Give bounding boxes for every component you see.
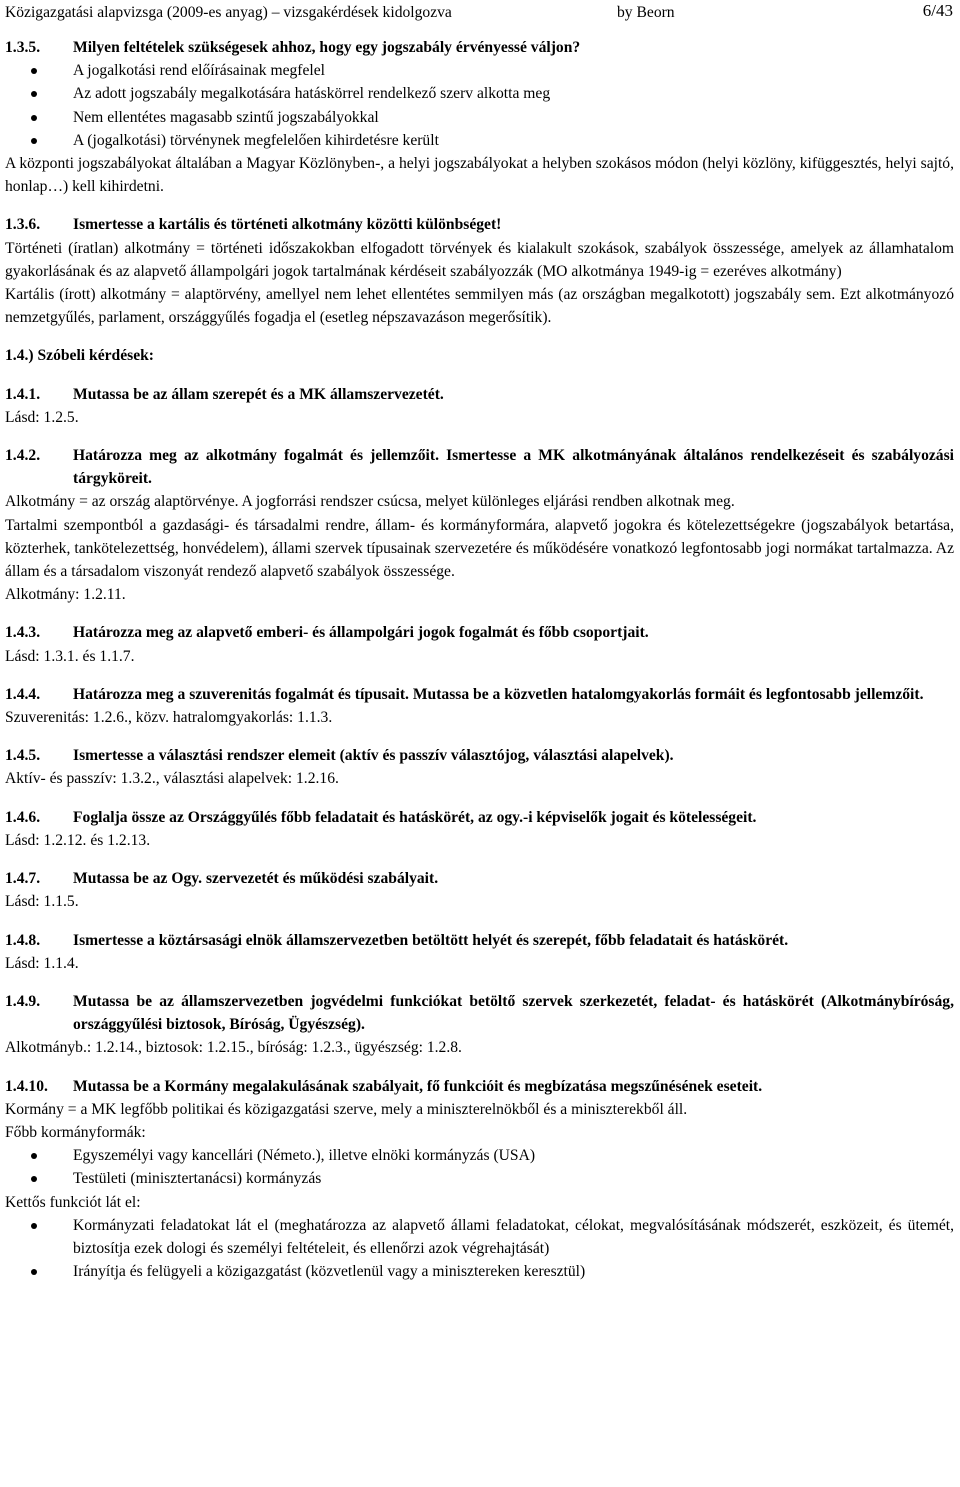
header-author: by Beorn (617, 4, 675, 21)
list-item: Az adott jogszabály megalkotására hatáskörrel rendelkező szerv alkotta meg (5, 82, 954, 105)
paragraph: Kormány = a MK legfőbb politikai és közigazgatási szerve, mely a miniszterelnökből és a miniszterekből áll. (5, 1100, 688, 1118)
page-header (5, 0, 953, 24)
question-text: Ismertesse a kartális és történeti alkotmány közötti különbséget! (73, 216, 502, 234)
question-number: 1.3.5. (5, 39, 41, 56)
question-number: 1.4.5. (5, 747, 41, 765)
question-text: Milyen feltételek szükségesek ahhoz, hogy egy jogszabály érvényessé váljon? (73, 39, 581, 56)
list-item: Egyszemélyi vagy kancellári (Németo.), illetve elnöki kormányzás (USA) (5, 1144, 954, 1167)
question-number: 1.4.1. (5, 385, 41, 403)
dual-function-list (5, 1214, 954, 1284)
question-1-4-9 (5, 990, 954, 1036)
question-number: 1.4.3. (5, 624, 41, 642)
question-text: Mutassa be az Ogy. szervezetét és működési szabályait. (73, 870, 439, 888)
list-item: Irányítja és felügyeli a közigazgatást (közvetlenül vagy a minisztereken keresztül) (5, 1260, 954, 1283)
question-number: 1.4.6. (5, 808, 41, 826)
answer: Szuverenitás: 1.2.6., közv. hatralomgyakorlás: 1.1.3. (5, 709, 333, 727)
list-item: A (jogalkotási) törvénynek megfelelően kihirdetésre került (5, 129, 954, 152)
list-label: Kettős funkciót lát el: (5, 1193, 141, 1211)
question-text: Ismertesse a választási rendszer elemeit (aktív és passzív választójog, választási alapelvek). (73, 747, 674, 765)
list-label: Főbb kormányformák: (5, 1123, 146, 1141)
paragraph: Tartalmi szempontból a gazdasági- és társadalmi rendre, állam- és kormányformára, alapvető jogokra és kötelezettségekre (jogszabályok betartása, közterhek, tankötelezettség, honvédelem), állami szervek típusainak szervezetére és működésére vonatkozó legfontosabb jogi normákat tartalmazza. Az állam és a társadalom viszonyát rendező alapvető szabályok összessége. (5, 516, 954, 581)
question-text: Ismertesse a köztársasági elnök államszervezetben betöltött helyét és szerepét, főbb feladatait és hatáskörét. (73, 931, 789, 949)
paragraph: Alkotmány: 1.2.11. (5, 586, 126, 604)
question-1-4-8 (5, 929, 954, 952)
question-text: Mutassa be a Kormány megalakulásának szabályait, fő funkcióit és megbízatása megszűnésének eseteit. (73, 1077, 763, 1095)
question-1-4-1 (5, 383, 954, 406)
paragraph: A központi jogszabályokat általában a Magyar Közlönyben-, a helyi jogszabályokat a helyben szokásos módon (helyi közlöny, kifüggesztés, helyi sajtó, honlap…) kell kihirdetni. (5, 155, 954, 196)
answer: Aktív- és passzív: 1.3.2., választási alapelvek: 1.2.16. (5, 770, 339, 788)
question-number: 1.4.10. (5, 1077, 48, 1095)
answer: Lásd: 1.1.5. (5, 893, 79, 911)
answer: Lásd: 1.2.5. (5, 408, 79, 426)
question-number: 1.4.9. (5, 992, 41, 1010)
question-1-4-3 (5, 621, 954, 644)
paragraph: Kartális (írott) alkotmány = alaptörvény, amellyel nem lehet ellentétes semmilyen más (az országban megalkotott) jogszabály sem. Ezt alkotmányozó nemzetgyűlés, parlament, országgyűlés fogadja el (esetleg népszavazáson megerősítik). (5, 286, 954, 327)
question-1-4-2 (5, 444, 954, 490)
question-1-4-10 (5, 1075, 954, 1098)
question-number: 1.4.4. (5, 685, 41, 703)
document-body (5, 36, 954, 1283)
question-1-4-4 (5, 683, 954, 706)
question-1-3-6 (5, 213, 954, 236)
question-number: 1.4.2. (5, 447, 41, 465)
government-forms-list (5, 1144, 954, 1190)
question-number: 1.4.7. (5, 870, 41, 888)
question-1-4-6 (5, 806, 954, 829)
question-text: Foglalja össze az Országgyűlés főbb feladatait és hatáskörét, az ogy.-i képviselők jogait és kötelességeit. (73, 808, 757, 826)
question-text: Határozza meg az alapvető emberi- és állampolgári jogok fogalmát és főbb csoportjait. (73, 624, 649, 642)
question-text: Mutassa be az államszervezetben jogvédelmi funkciókat betöltő szervek szerkezetét, feladat- és hatáskörét (Alkotmánybíróság, országgyűlési biztosok, Bíróság, Ügyészség). (73, 992, 954, 1034)
answer: Lásd: 1.2.12. és 1.2.13. (5, 831, 151, 849)
list-item: Nem ellentétes magasabb szintű jogszabályokkal (5, 106, 954, 129)
list-item: A jogalkotási rend előírásainak megfelel (5, 59, 954, 82)
header-title: Közigazgatási alapvizsga (2009-es anyag) – vizsgakérdések kidolgozva (5, 4, 452, 21)
question-text: Határozza meg a szuverenitás fogalmát és típusait. Mutassa be a közvetlen hatalomgyakorlás formáit és legfontosabb jellemzőit. (73, 685, 924, 703)
answer: Lásd: 1.1.4. (5, 954, 79, 972)
answer: Alkotmányb.: 1.2.14., biztosok: 1.2.15., bíróság: 1.2.3., ügyészség: 1.2.8. (5, 1039, 462, 1057)
question-number: 1.3.6. (5, 216, 41, 234)
question-1-4-5 (5, 744, 954, 767)
section-heading: 1.4.) Szóbeli kérdések: (5, 347, 154, 365)
validity-conditions-list (5, 59, 954, 152)
question-text: Mutassa be az állam szerepét és a MK államszervezetét. (73, 385, 444, 403)
list-item: Kormányzati feladatokat lát el (meghatározza az alapvető állami feladatokat, célokat, megvalósításának módszerét, eszközeit, és ütemét, biztosítja ezek dologi és személyi feltételeit, és ellenőrzi azok végrehajtását) (5, 1214, 954, 1260)
list-item: Testületi (minisztertanácsi) kormányzás (5, 1167, 954, 1190)
question-1-4-7 (5, 867, 954, 890)
page-number: 6/43 (922, 1, 953, 20)
question-text: Határozza meg az alkotmány fogalmát és jellemzőit. Ismertesse a MK alkotmányának általános rendelkezéseit és szabályozási tárgyköreit. (73, 447, 954, 488)
question-number: 1.4.8. (5, 931, 41, 949)
paragraph: Alkotmány = az ország alaptörvénye. A jogforrási rendszer csúcsa, melyet különleges eljárási rendben alkotnak meg. (5, 493, 735, 511)
paragraph: Történeti (íratlan) alkotmány = történeti időszakokban elfogadott törvények és kialakult szokások, szabályok összessége, amelyek az államhatalom gyakorlásának és az alapvető állampolgári jogok tartalmának kérdéseit szabályozzák (MO alkotmánya 1949-ig = ezeréves alkotmány) (5, 239, 954, 280)
question-1-3-5 (5, 36, 954, 59)
answer: Lásd: 1.3.1. és 1.1.7. (5, 647, 135, 665)
